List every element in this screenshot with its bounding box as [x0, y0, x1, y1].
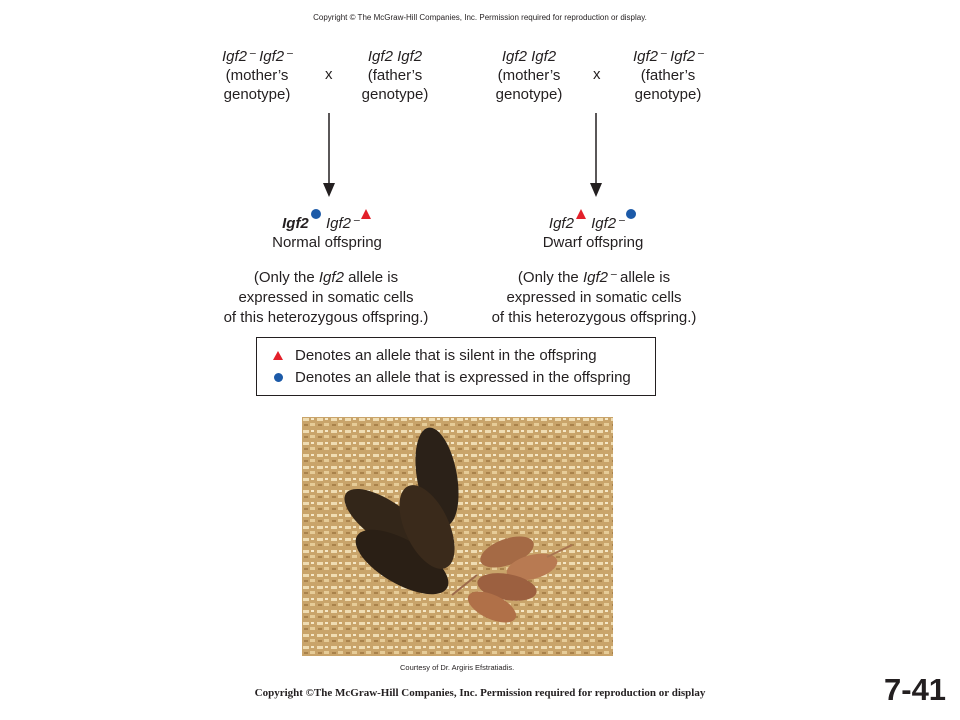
left-note-post: allele is [343, 269, 399, 286]
right-offspring [483, 208, 703, 252]
legend-silent-text: Denotes an allele that is silent in the offspring [295, 347, 597, 364]
right-offspring-allele1: Igf2 [548, 215, 574, 232]
right-note-line3: of this heterozygous offspring.) [491, 309, 697, 326]
right-mother-genotype-text: Igf2 Igf2 [501, 48, 557, 65]
left-mother-label: (mother’s [225, 67, 289, 84]
right-offspring-name: Dwarf offspring [542, 234, 644, 251]
right-mother-label2: genotype) [495, 86, 563, 103]
left-mother-genotype-text: Igf2⁻ Igf2⁻ [221, 48, 293, 65]
left-down-arrow [319, 113, 339, 199]
blue-dot-icon [271, 369, 285, 386]
left-note-allele: Igf2 [318, 269, 344, 286]
left-mother-genotype [197, 47, 317, 104]
left-father-genotype [335, 47, 455, 104]
left-note-pre: (Only the [253, 269, 319, 286]
left-father-genotype-text: Igf2 Igf2 [367, 48, 423, 65]
right-mother-label: (mother’s [497, 67, 561, 84]
left-offspring-name: Normal offspring [272, 234, 382, 251]
legend-row-silent [271, 347, 597, 364]
bottom-copyright: Copyright ©The McGraw-Hill Companies, Inc. Permission required for reproduction or display [254, 687, 706, 699]
right-note-pre: (Only the [517, 269, 583, 286]
right-father-genotype [608, 47, 728, 104]
silent-triangle-icon [360, 208, 372, 220]
left-mother-label2: genotype) [223, 86, 291, 103]
right-note-line2: expressed in somatic cells [506, 289, 682, 306]
top-copyright: Copyright © The McGraw-Hill Companies, Inc. Permission required for reproduction or display. [313, 13, 647, 22]
photo-credit: Courtesy of Dr. Argiris Efstratiadis. [400, 663, 515, 672]
expressed-dot-icon [310, 208, 322, 220]
expressed-dot-icon [625, 208, 637, 220]
legend-box [256, 337, 656, 396]
right-father-label: (father’s [640, 67, 696, 84]
red-triangle-icon [271, 347, 285, 364]
right-down-arrow [586, 113, 606, 199]
right-father-genotype-text: Igf2⁻ Igf2⁻ [632, 48, 704, 65]
right-offspring-allele2: Igf2⁻ [591, 215, 625, 232]
right-father-label2: genotype) [634, 86, 702, 103]
left-father-label2: genotype) [361, 86, 429, 103]
left-note-line2: expressed in somatic cells [238, 289, 414, 306]
left-offspring-allele1: Igf2 [282, 215, 309, 232]
right-mother-genotype [469, 47, 589, 104]
right-cross-symbol: x [593, 66, 601, 83]
legend-row-expressed [271, 369, 631, 386]
silent-triangle-icon [575, 208, 587, 220]
left-father-label: (father’s [367, 67, 423, 84]
mice-photo [302, 417, 613, 656]
right-note-allele: Igf2⁻ [582, 269, 616, 286]
right-note-post: allele is [615, 269, 671, 286]
left-note [196, 268, 456, 328]
left-offspring-allele2: Igf2⁻ [325, 215, 359, 232]
right-note [464, 268, 724, 328]
legend-expressed-text: Denotes an allele that is expressed in the offspring [295, 369, 631, 386]
left-cross-symbol: x [325, 66, 333, 83]
left-offspring [217, 208, 437, 252]
left-note-line3: of this heterozygous offspring.) [223, 309, 429, 326]
slide-number: 7-41 [884, 672, 947, 707]
